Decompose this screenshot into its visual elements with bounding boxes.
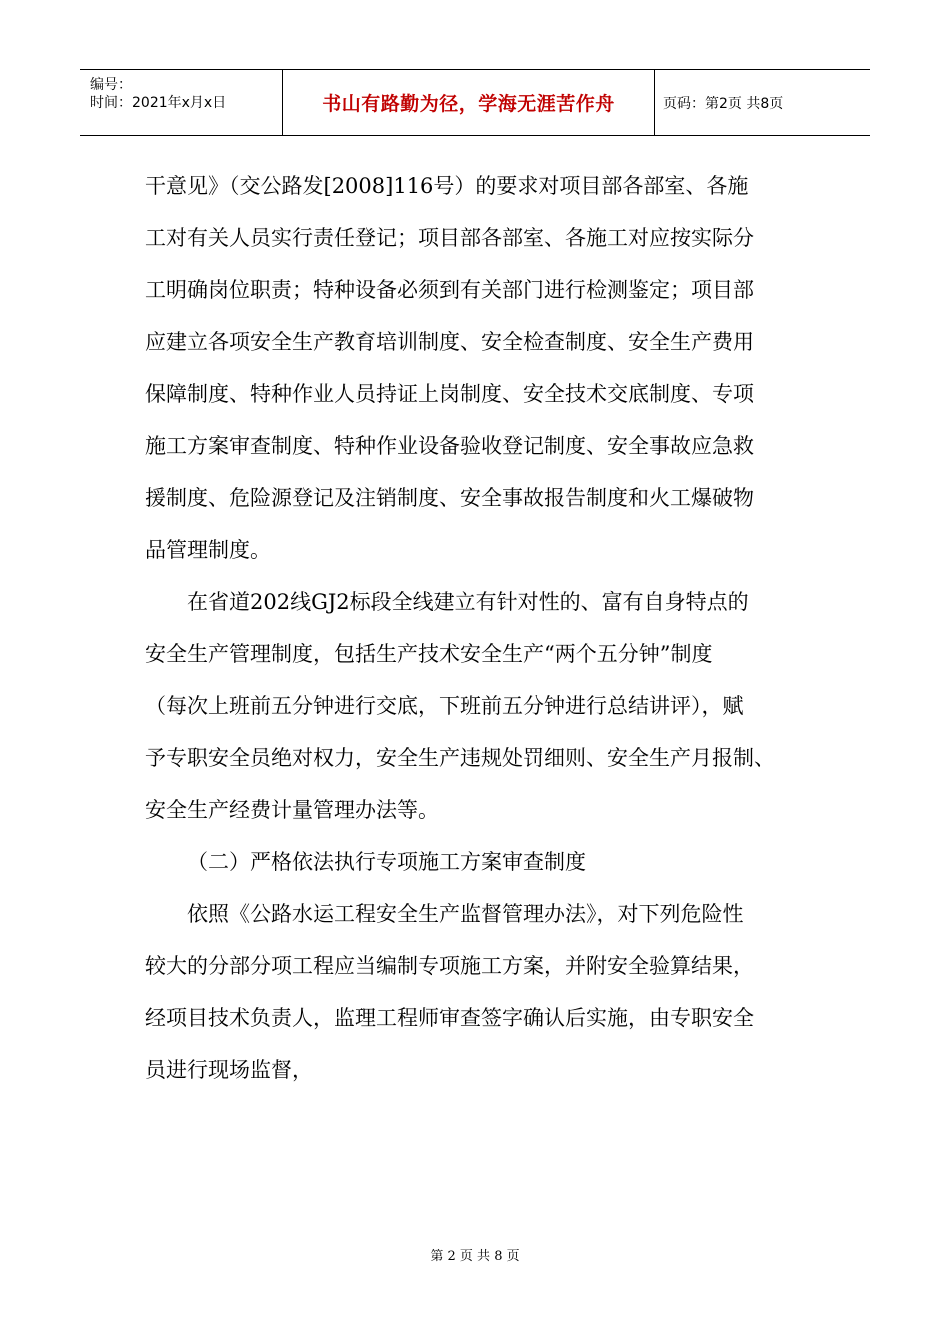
body-line: （每次上班前五分钟进行交底，下班前五分钟进行总结讲评），赋 xyxy=(145,694,744,718)
body-line: 较大的分部分项工程应当编制专项施工方案，并附安全验算结果， xyxy=(145,954,754,978)
document-body xyxy=(145,160,825,1096)
header-page-label: 页码：第2页 共8页 xyxy=(663,95,784,112)
body-line: 干意见》（交公路发[2008]116号）的要求对项目部各部室、各施 xyxy=(145,174,749,198)
body-line: 经项目技术负责人，监理工程师审查签字确认后实施，由专职安全 xyxy=(145,1006,754,1030)
body-line: 安全生产经费计量管理办法等。 xyxy=(145,798,439,822)
document-number-label: 编号： xyxy=(90,77,132,93)
page-header xyxy=(80,69,870,136)
header-page-cell xyxy=(655,70,870,135)
section-heading: （二）严格依法执行专项施工方案审查制度 xyxy=(187,850,586,874)
body-line: 施工方案审查制度、特种作业设备验收登记制度、安全事故应急救 xyxy=(145,434,754,458)
body-line: 应建立各项安全生产教育培训制度、安全检查制度、安全生产费用 xyxy=(145,330,754,354)
body-line: 工明确岗位职责；特种设备必须到有关部门进行检测鉴定；项目部 xyxy=(145,278,754,302)
body-line: 援制度、危险源登记及注销制度、安全事故报告制度和火工爆破物 xyxy=(145,486,754,510)
body-line: 依照《公路水运工程安全生产监督管理办法》，对下列危险性 xyxy=(187,902,744,926)
header-motto-cell xyxy=(283,70,655,135)
body-line: 员进行现场监督， xyxy=(145,1058,313,1082)
body-line: 保障制度、特种作业人员持证上岗制度、安全技术交底制度、专项 xyxy=(145,382,754,406)
header-info-cell xyxy=(80,70,283,135)
body-line: 安全生产管理制度，包括生产技术安全生产“两个五分钟”制度 xyxy=(145,642,713,666)
document-time-label: 时间：2021年x月x日 xyxy=(90,95,227,111)
body-line: 工对有关人员实行责任登记；项目部各部室、各施工对应按实际分 xyxy=(145,226,754,250)
header-motto: 书山有路勤为径，学海无涯苦作舟 xyxy=(322,93,615,115)
body-line: 品管理制度。 xyxy=(145,538,271,562)
body-line: 在省道202线GJ2标段全线建立有针对性的、富有自身特点的 xyxy=(187,590,749,614)
page-footer: 第 2 页 共 8 页 xyxy=(430,1249,520,1264)
body-line: 予专职安全员绝对权力，安全生产违规处罚细则、安全生产月报制、 xyxy=(145,746,775,770)
